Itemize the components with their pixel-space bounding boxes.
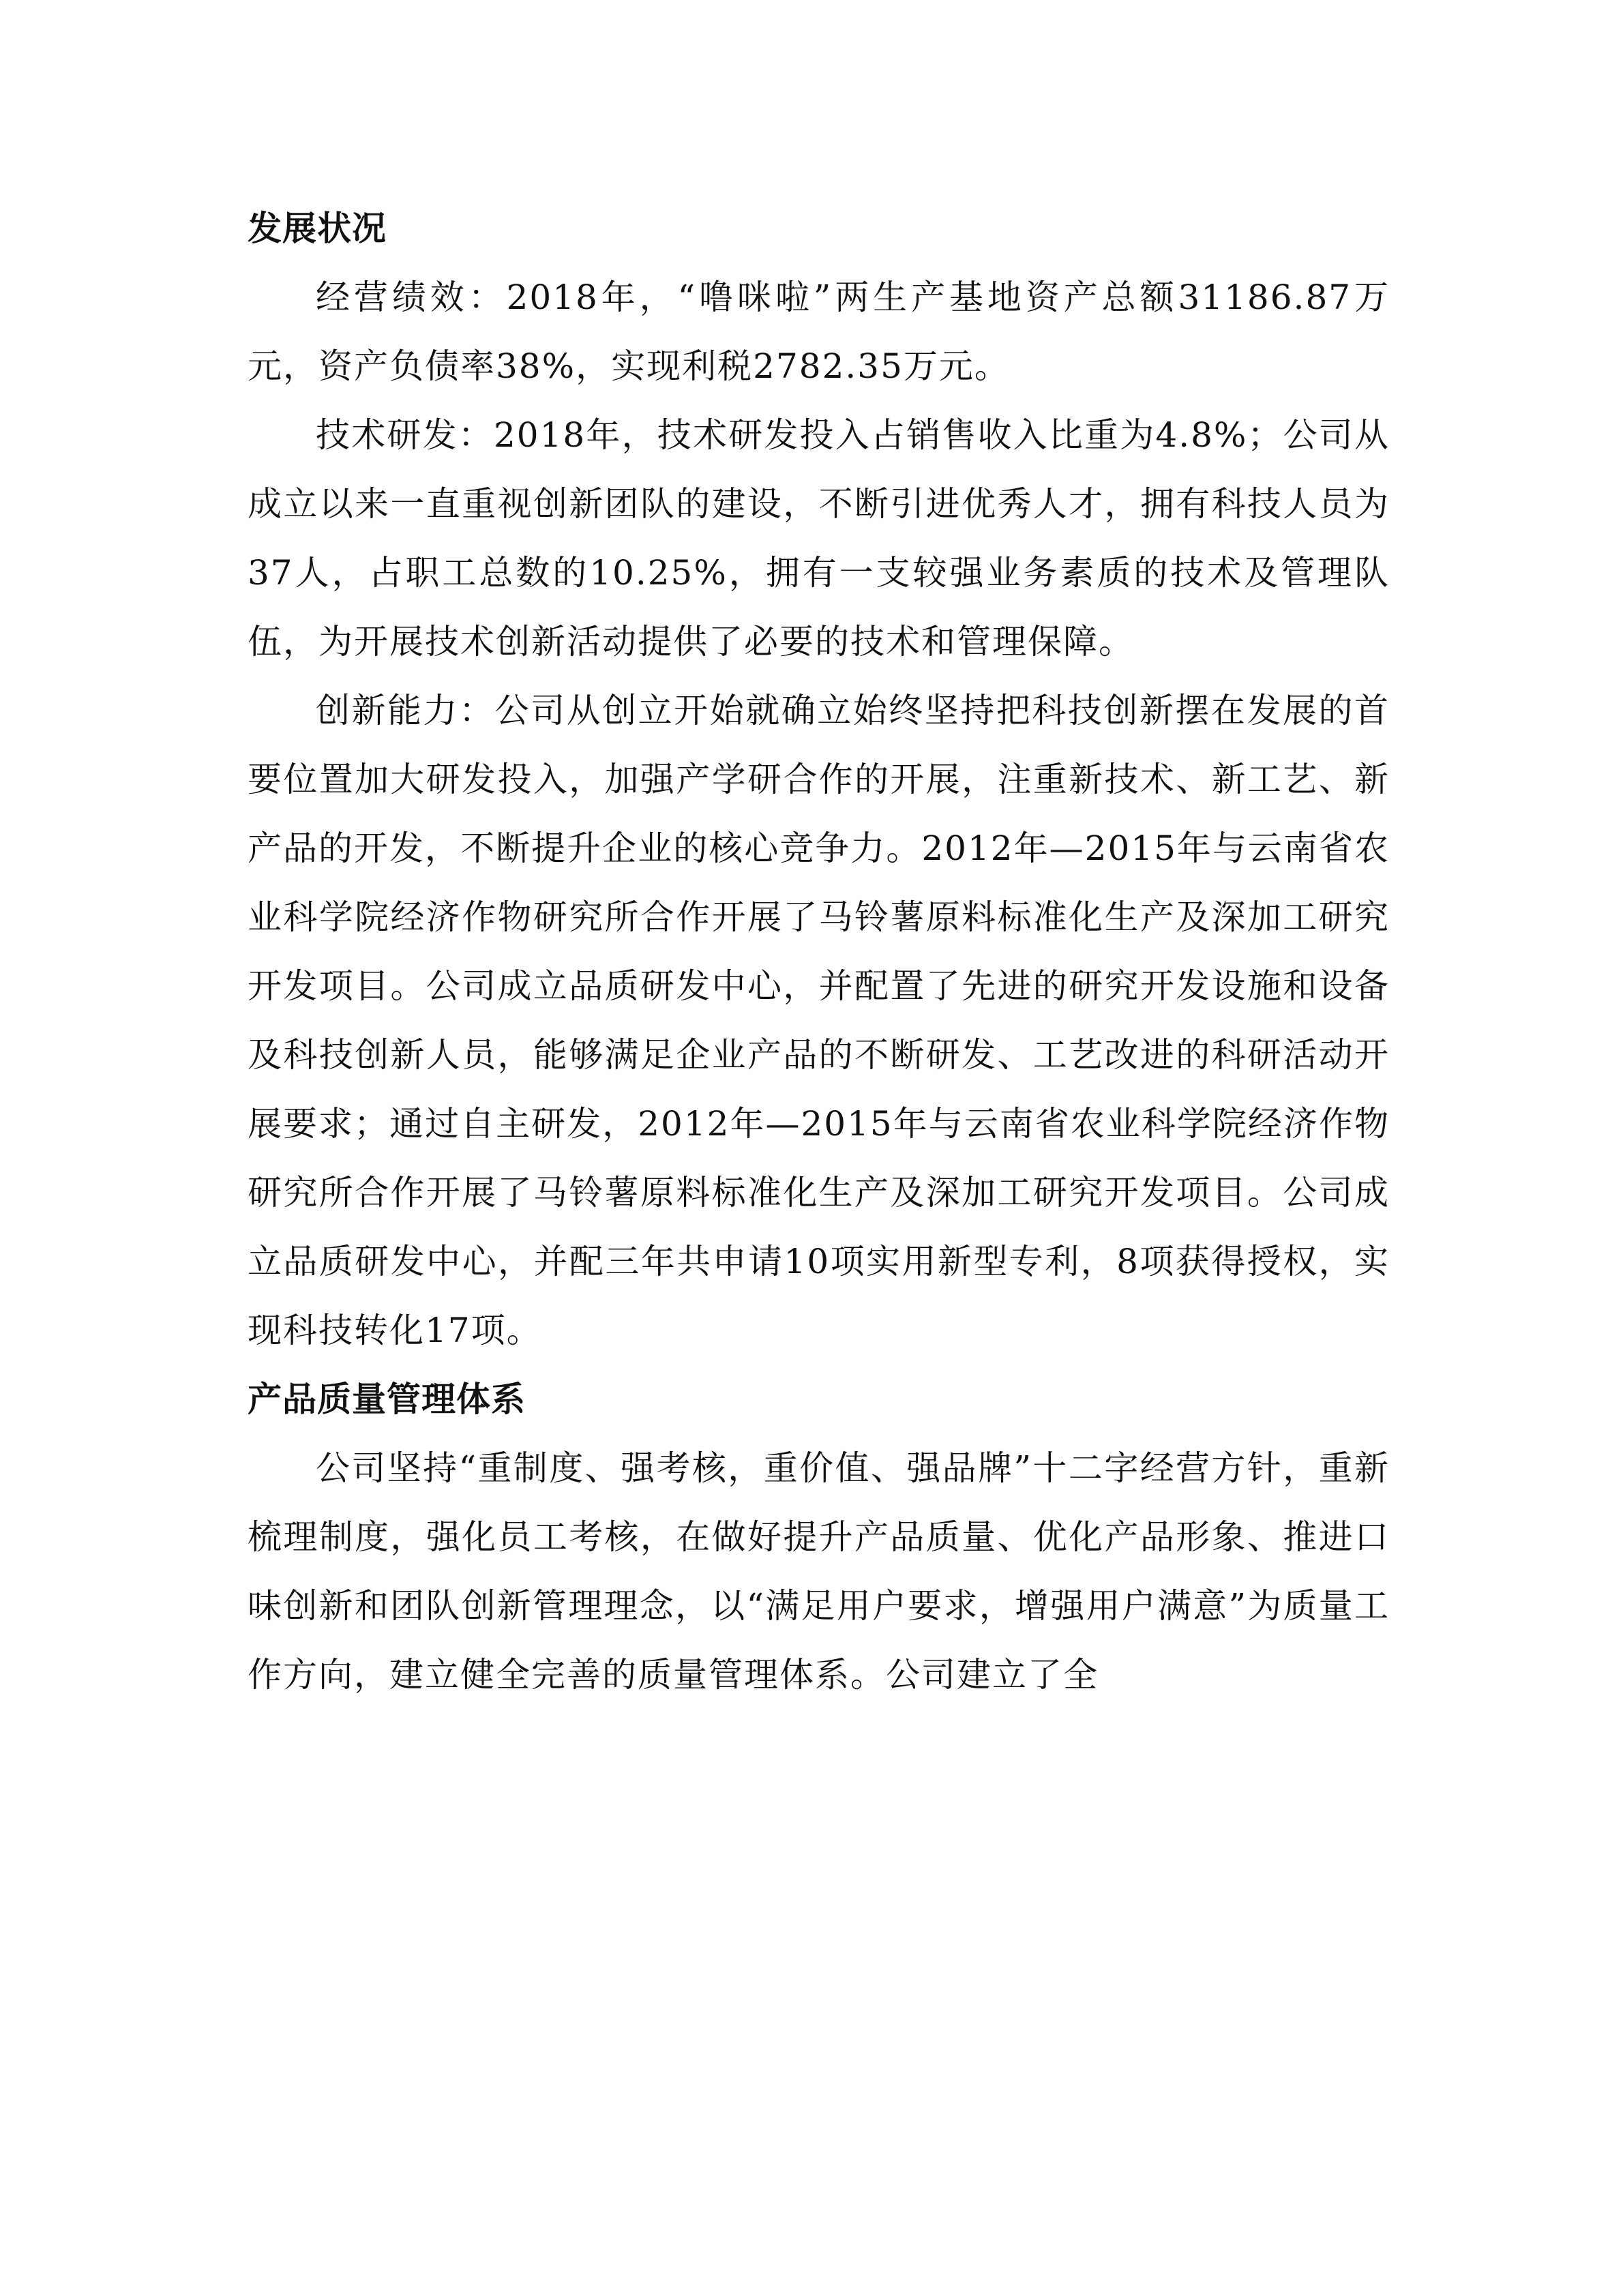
paragraph-technology-rnd: 技术研发：2018年，技术研发投入占销售收入比重为4.8%；公司从成立以来一直重视创新团队的建设，不断引进优秀人才，拥有科技人员为37人，占职工总数的10.25%，拥有一支较强业务素质的技术及管理队伍，为开展技术创新活动提供了必要的技术和管理保障。 [248, 415, 1390, 661]
paragraph-business-performance: 经营绩效：2018年，“噜咪啦”两生产基地资产总额31186.87万元，资产负债率38%，实现利税2782.35万元。 [248, 278, 1390, 386]
section-heading-development-status: 发展状况 [248, 209, 387, 248]
paragraph-quality-policy: 公司坚持“重制度、强考核，重价值、强品牌”十二字经营方针，重新梳理制度，强化员工考核，在做好提升产品质量、优化产品形象、推进口味创新和团队创新管理理念，以“满足用户要求，增强用户满意”为质量工作方向，建立健全完善的质量管理体系。公司建立了全 [248, 1448, 1390, 1695]
document-body [248, 194, 1390, 1710]
paragraph-innovation-capability: 创新能力：公司从创立开始就确立始终坚持把科技创新摆在发展的首要位置加大研发投入，加强产学研合作的开展，注重新技术、新工艺、新产品的开发，不断提升企业的核心竞争力。2012年—2015年与云南省农业科学院经济作物研究所合作开展了马铃薯原料标准化生产及深加工研究开发项目。公司成立品质研发中心，并配置了先进的研究开发设施和设备及科技创新人员，能够满足企业产品的不断研发、工艺改进的科研活动开展要求；通过自主研发，2012年—2015年与云南省农业科学院经济作物研究所合作开展了马铃薯原料标准化生产及深加工研究开发项目。公司成立品质研发中心，并配三年共申请10项实用新型专利，8项获得授权，实现科技转化17项。 [248, 691, 1390, 1350]
section-heading-quality-management: 产品质量管理体系 [248, 1380, 526, 1419]
